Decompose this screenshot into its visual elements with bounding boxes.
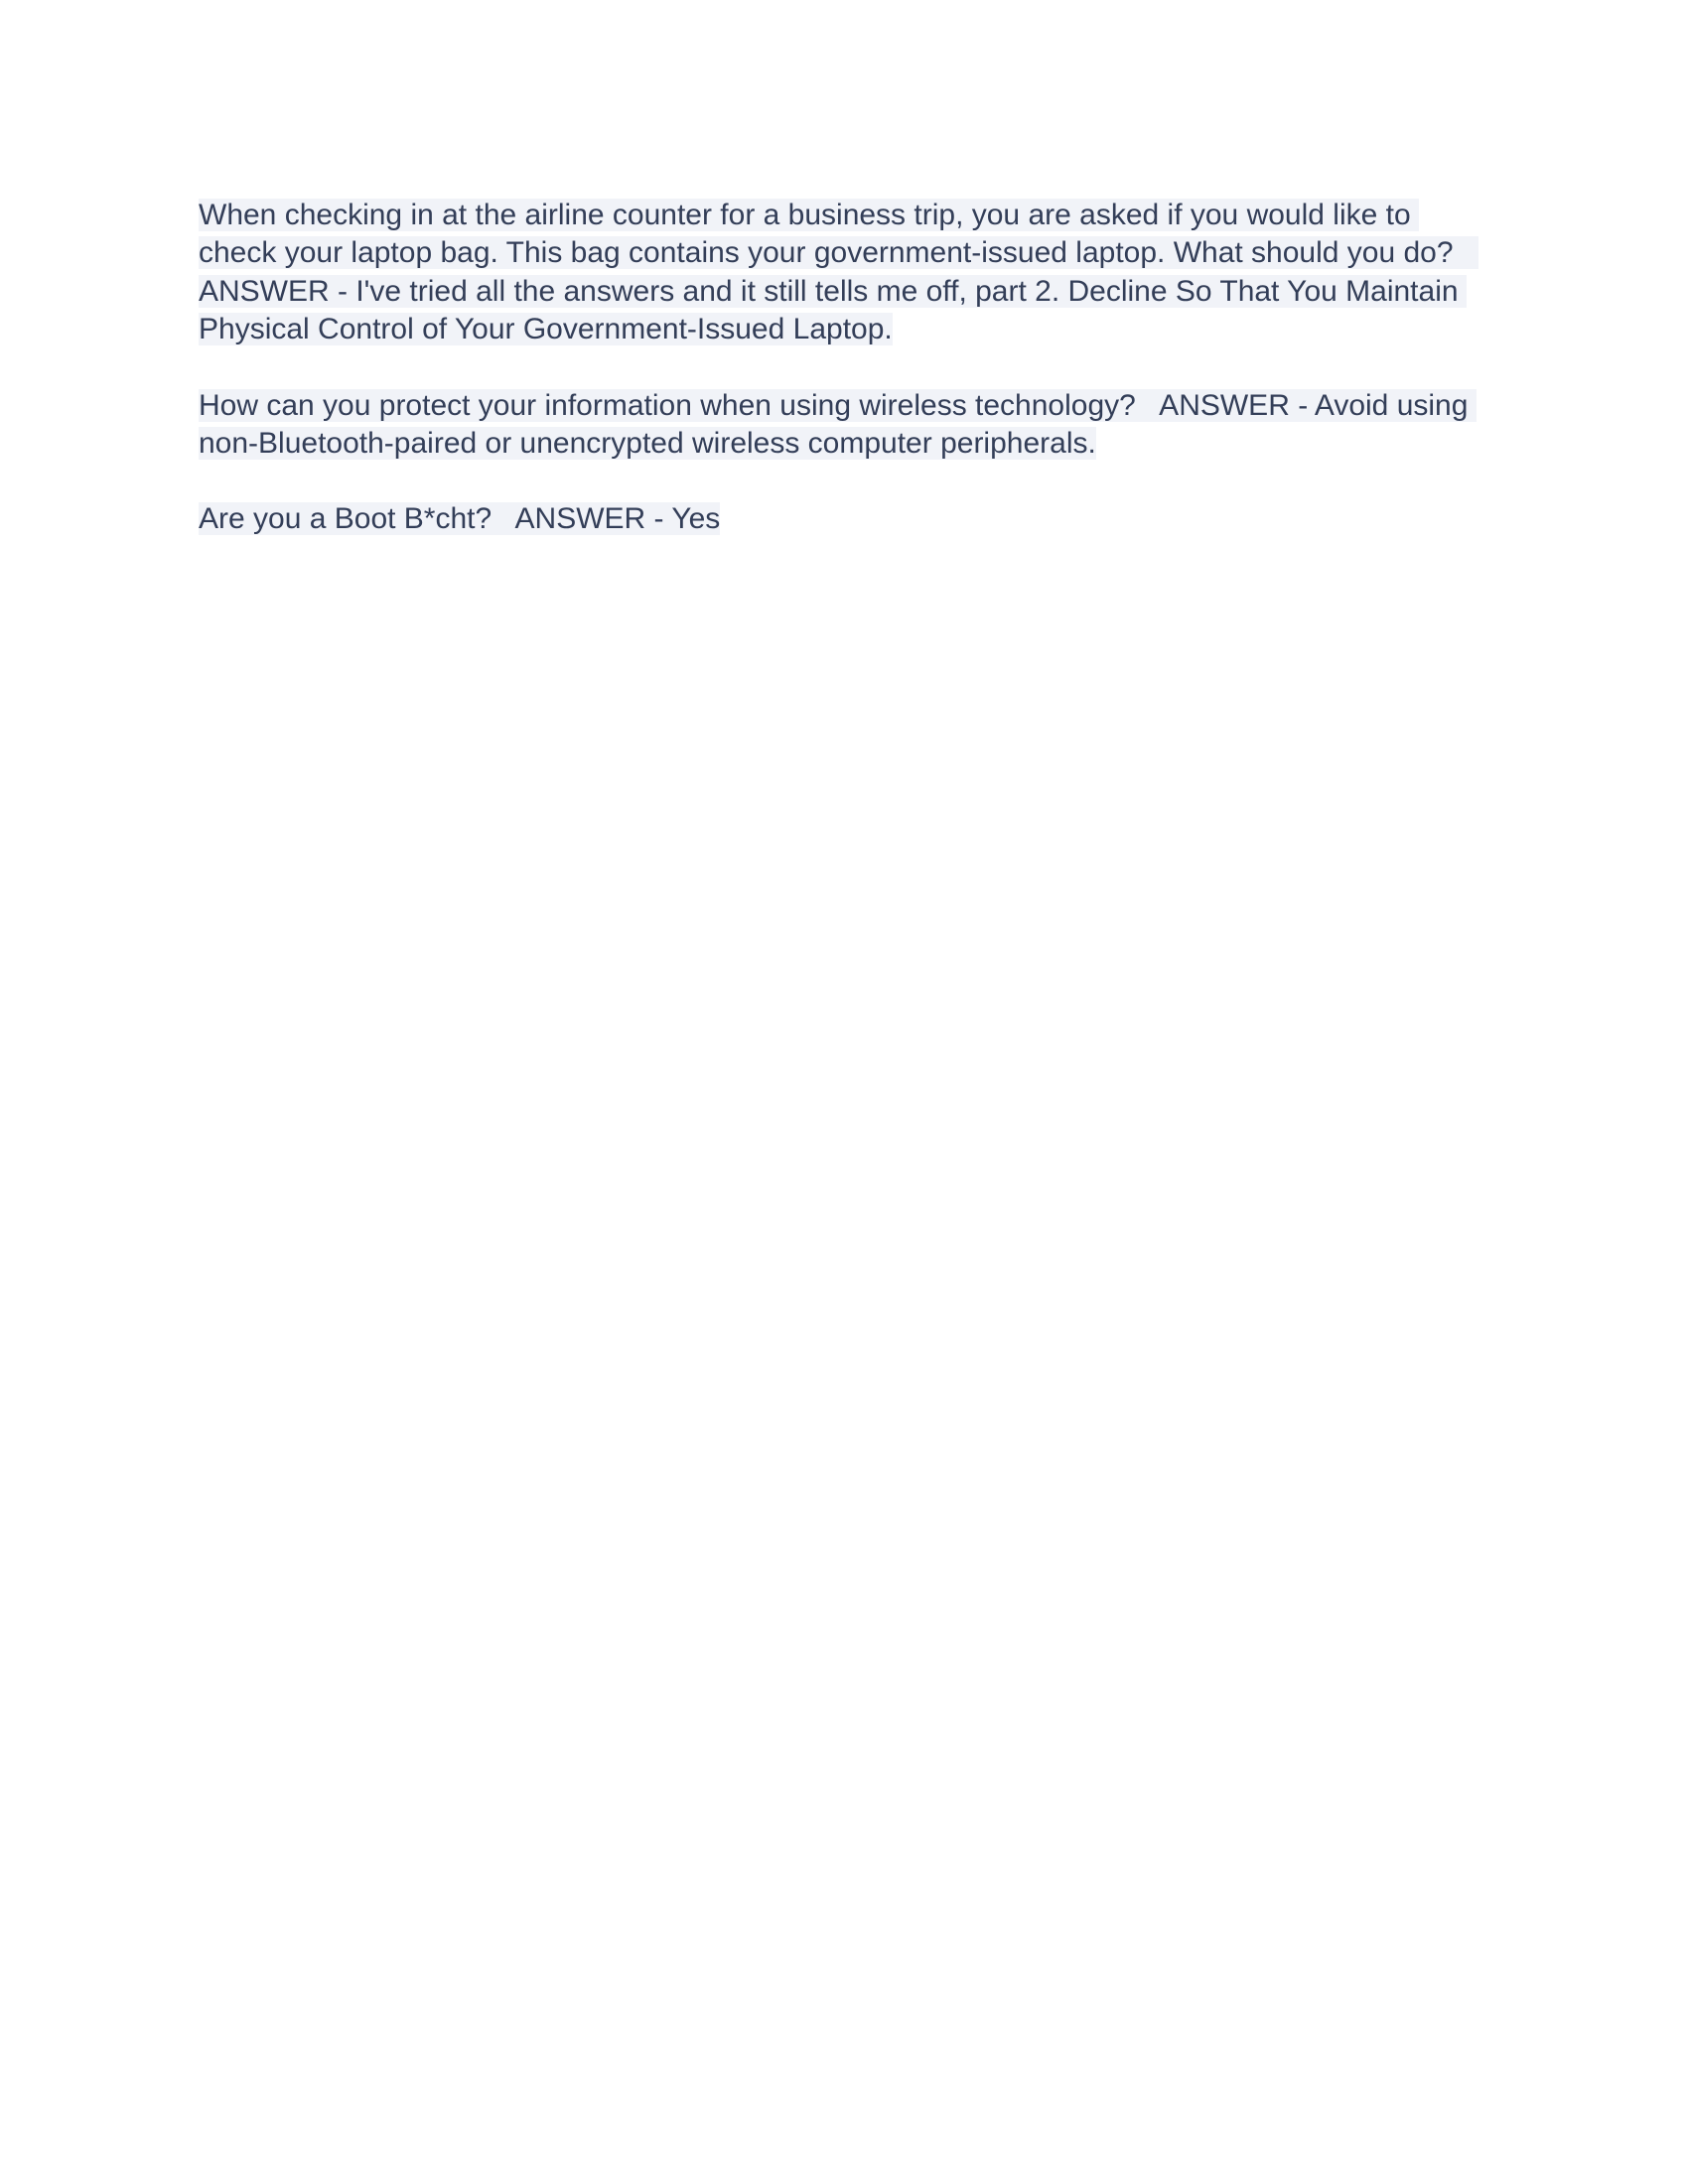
paragraph-question-3 xyxy=(199,500,1489,538)
highlighted-text: When checking in at the airline counter for a business trip, you are asked if you would like to check your laptop bag. This bag contains your government-issued laptop. What should you do? ANSWER - I've tried all the answers and it still tells me off, part 2. Decline So That You Maintain Physical Control of Your Government-Issued Laptop. xyxy=(199,199,1478,346)
highlighted-text: Are you a Boot B*cht? ANSWER - Yes xyxy=(199,502,721,536)
paragraph-question-1 xyxy=(199,197,1489,349)
highlighted-text: How can you protect your information when using wireless technology? ANSWER - Avoid using non-Bluetooth-paired or unencrypted wireless computer peripherals. xyxy=(199,388,1477,461)
paragraph-question-2 xyxy=(199,387,1489,464)
